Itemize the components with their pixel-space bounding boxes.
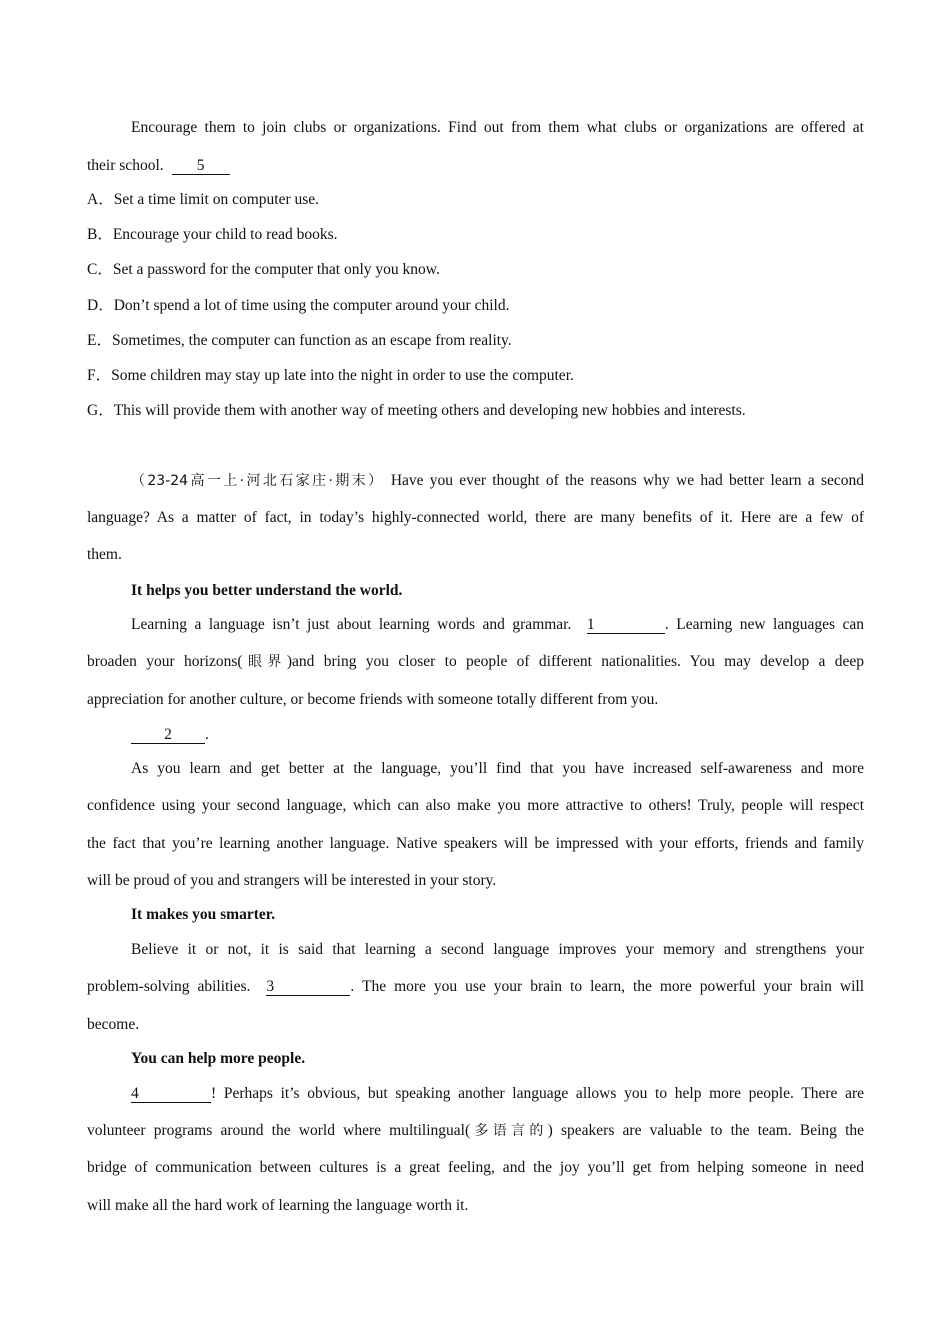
paragraph-text: volunteer programs around the world where multilingual( (87, 1122, 471, 1139)
answer-blank-3: 3 (266, 979, 350, 996)
option-text: Some children may stay up late into the night in order to use the computer. (111, 367, 574, 384)
paragraph-line: the fact that you’re learning another language. Native speakers will be impressed with your efforts, friends and family (87, 835, 864, 852)
option-e (87, 331, 512, 351)
paragraph-line: them. (87, 546, 122, 563)
chinese-gloss: 眼界 (242, 654, 287, 670)
paragraph-line (131, 471, 864, 491)
option-text: Sometimes, the computer can function as an escape from reality. (111, 332, 512, 349)
option-letter: B． (87, 226, 113, 243)
option-c (87, 260, 440, 280)
section-heading: It helps you better understand the world. (131, 582, 403, 599)
paragraph-text: Have you ever thought of the reasons why we had better learn a second (390, 472, 864, 489)
option-d (87, 296, 509, 316)
option-text: Set a password for the computer that only you know. (112, 261, 440, 278)
paragraph-line: will make all the hard work of learning the language worth it. (87, 1197, 469, 1214)
option-letter: E． (87, 332, 112, 349)
paragraph-line: confidence using your second language, which can also make you more attractive to others! Truly, people will respect (87, 797, 864, 814)
paragraph-text: ! Perhaps it’s obvious, but speaking another language allows you to help more people. There are (211, 1085, 864, 1102)
paragraph-line (87, 1121, 864, 1141)
option-letter: C． (87, 261, 113, 278)
paragraph-line (131, 1084, 864, 1104)
paragraph-line: language? As a matter of fact, in today’s highly-connected world, there are many benefits of it. Here are a few of (87, 509, 864, 526)
paragraph-line (131, 725, 209, 745)
option-text: Set a time limit on computer use. (113, 191, 320, 208)
paragraph-text: Learning a language isn’t just about learning words and grammar. (131, 616, 572, 633)
paragraph-line: As you learn and get better at the language, you’ll find that you have increased self-awareness and more (131, 760, 864, 777)
paragraph-line: appreciation for another culture, or become friends with someone totally different from you. (87, 691, 659, 708)
option-b (87, 225, 338, 245)
answer-blank-1: 1 (587, 617, 665, 634)
paragraph-text: . (205, 726, 209, 743)
option-f (87, 366, 574, 386)
option-letter: D． (87, 297, 114, 314)
paragraph-line: become. (87, 1016, 140, 1033)
section-heading: You can help more people. (131, 1050, 306, 1067)
source-label: （23-24高一上·河北石家庄·期末） (131, 473, 385, 489)
paragraph-line (87, 652, 864, 672)
paragraph-line (87, 977, 864, 997)
answer-blank-5: 5 (172, 158, 230, 175)
paragraph-line: will be proud of you and strangers will be interested in your story. (87, 872, 497, 889)
option-a (87, 190, 319, 210)
answer-blank-2: 2 (131, 727, 205, 744)
option-text: This will provide them with another way of meeting others and developing new hobbies and interests. (113, 402, 746, 419)
paragraph-text: their school. (87, 157, 164, 174)
option-letter: F． (87, 367, 112, 384)
paragraph-text: . Learning new languages can (664, 616, 864, 633)
paragraph-text: ) speakers are valuable to the team. Being the (547, 1122, 865, 1139)
answer-blank-4: 4 (131, 1086, 211, 1103)
option-letter: A． (87, 191, 114, 208)
chinese-gloss: 多语言的 (470, 1123, 548, 1139)
paragraph-line: Encourage them to join clubs or organizations. Find out from them what clubs or organizations are offered at (131, 119, 864, 136)
section-heading: It makes you smarter. (131, 906, 276, 923)
paragraph-line (131, 615, 864, 635)
paragraph-text: )and bring you closer to people of different nationalities. You may develop a deep (286, 653, 864, 670)
paragraph-text: broaden your horizons( (87, 653, 243, 670)
paragraph-line (87, 156, 230, 176)
option-g (87, 401, 746, 421)
paragraph-line: Believe it or not, it is said that learning a second language improves your memory and strengthens your (131, 941, 864, 958)
paragraph-text: problem-solving abilities. (87, 978, 251, 995)
option-text: Don’t spend a lot of time using the computer around your child. (113, 297, 510, 314)
paragraph-line: bridge of communication between cultures is a great feeling, and the joy you’ll get from helping someone in need (87, 1159, 864, 1176)
option-letter: G． (87, 402, 114, 419)
paragraph-text: . The more you use your brain to learn, the more powerful your brain will (350, 978, 864, 995)
option-text: Encourage your child to read books. (112, 226, 338, 243)
